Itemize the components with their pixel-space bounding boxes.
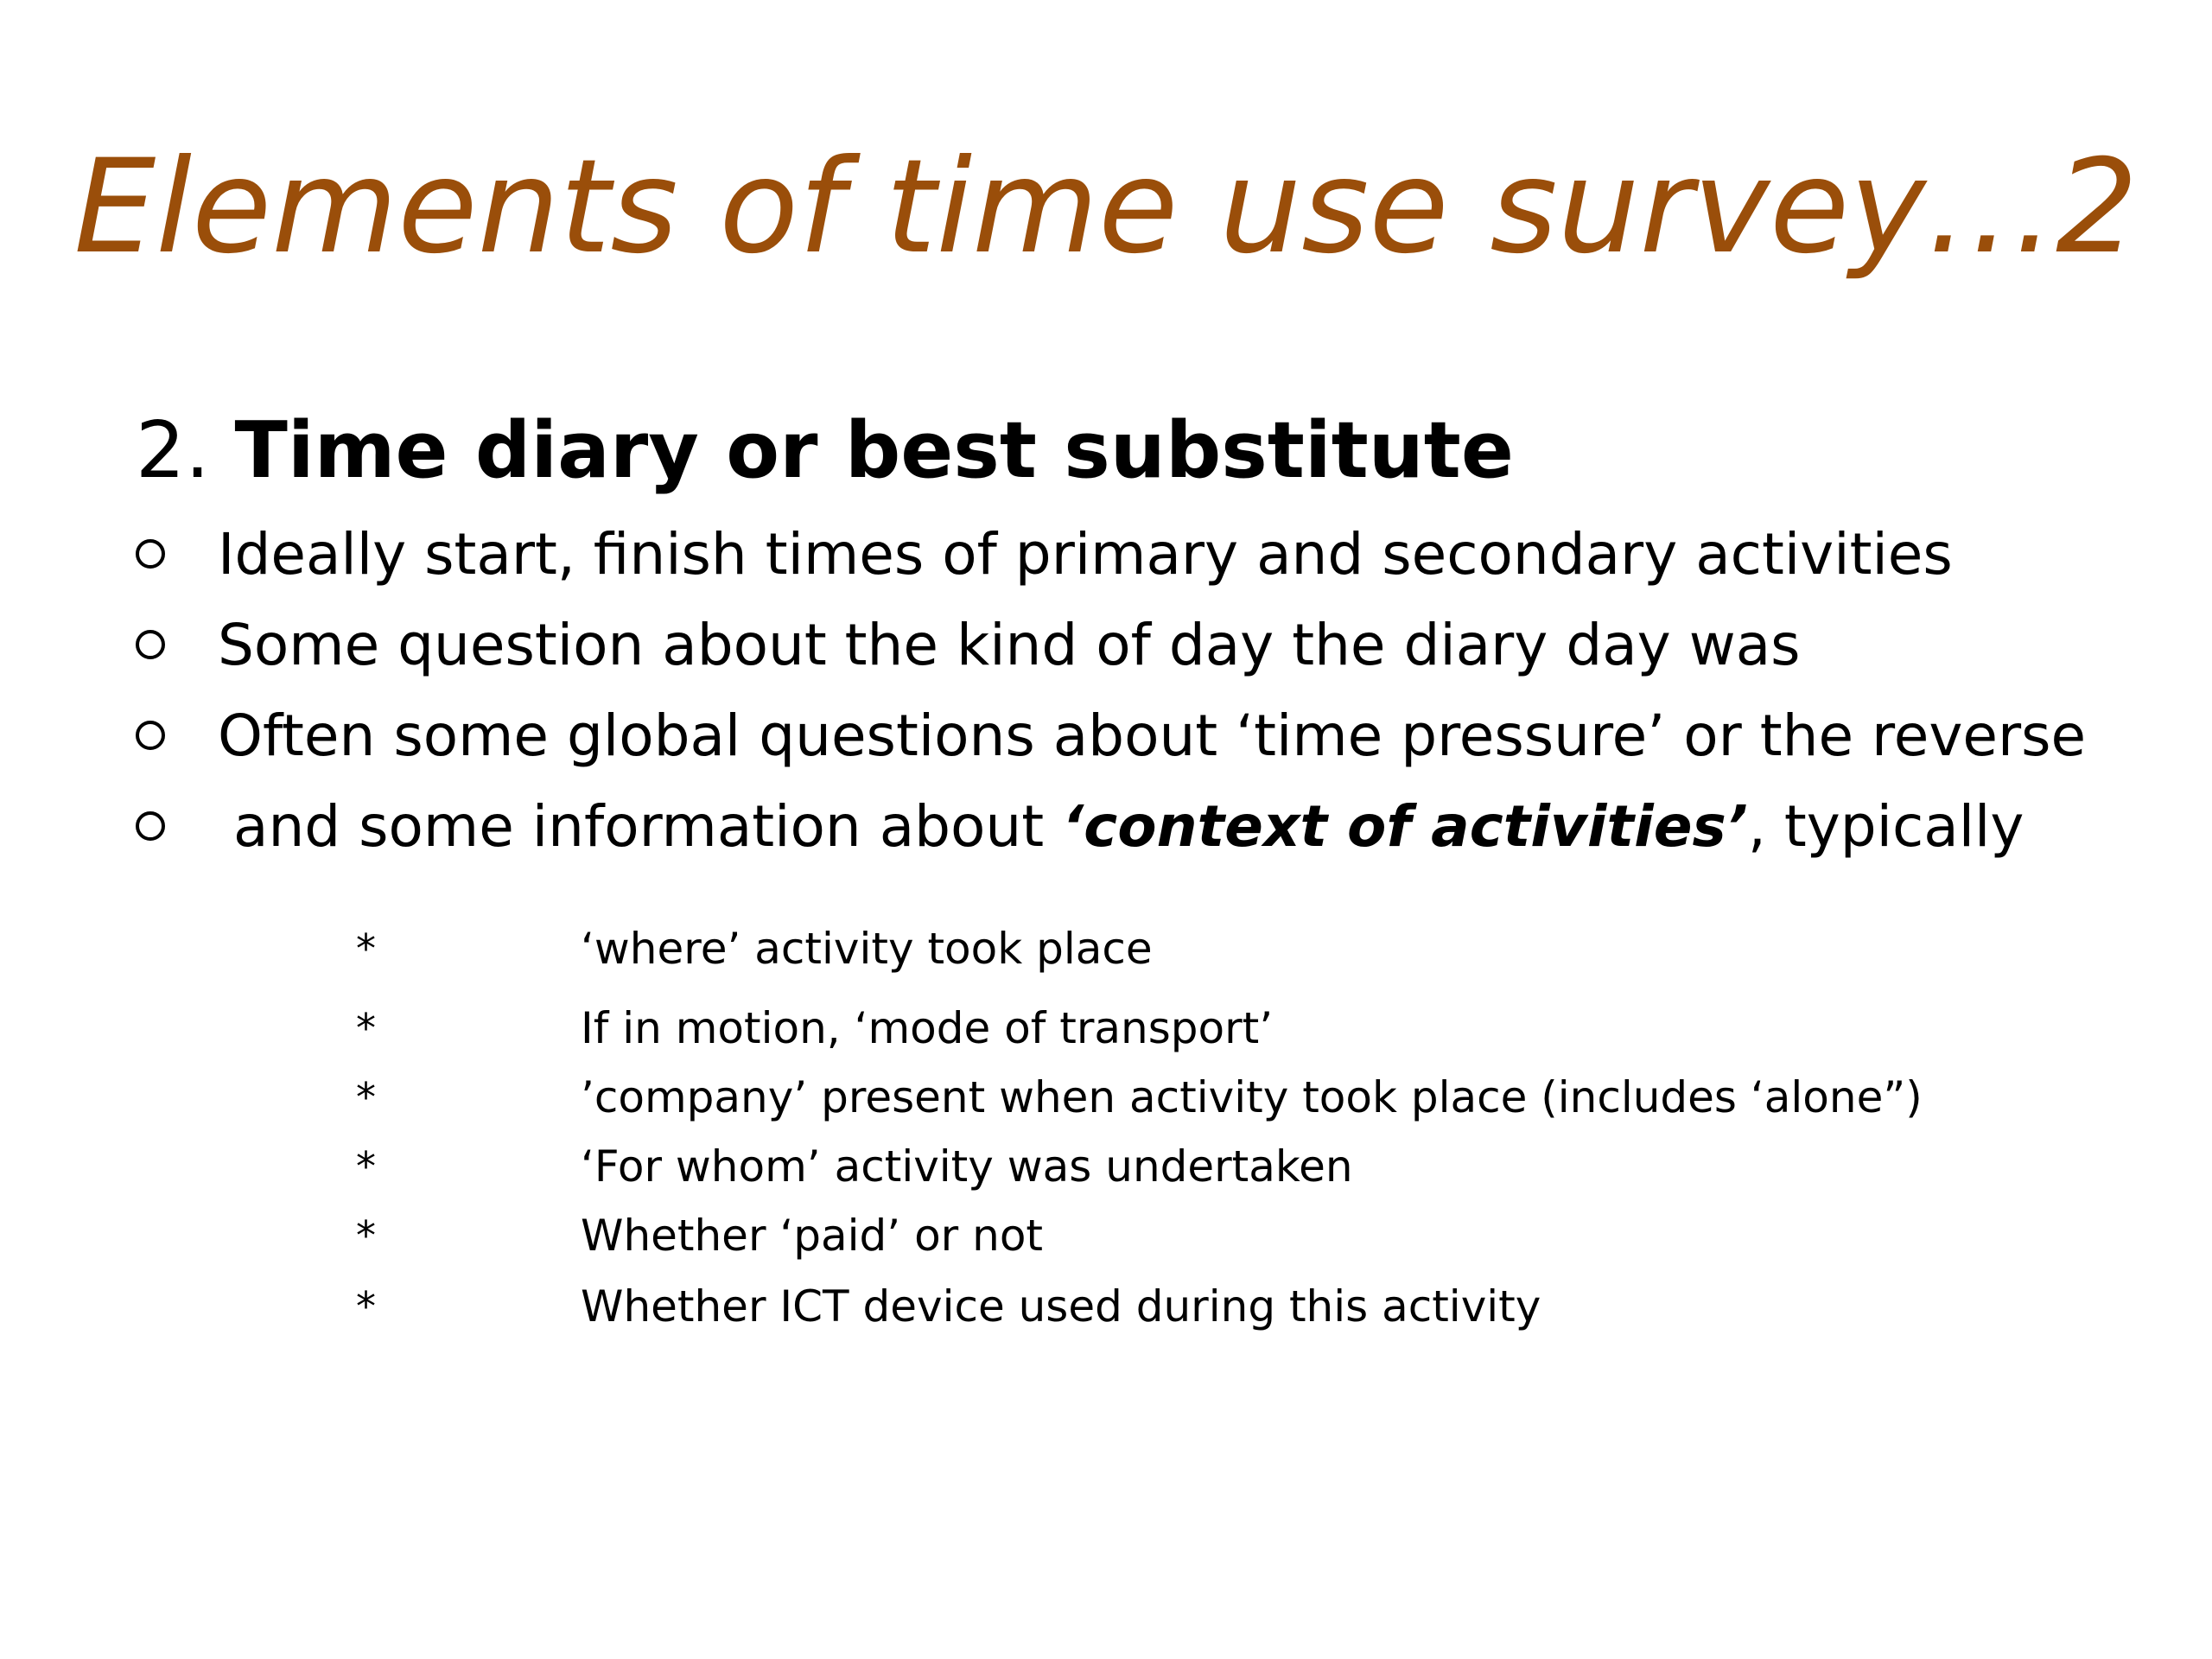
sub-item-text: ‘where’ activity took place (581, 924, 1153, 974)
bullet-text: Ideally start, finish times of primary and secondary activities (218, 521, 1953, 588)
bullet-text (233, 782, 2024, 872)
sub-item-text: ‘For whom’ activity was undertaken (581, 1141, 1353, 1192)
bullet-text-emphasis: ‘context of activities’ (1062, 793, 1748, 860)
bullet-item (0, 782, 2212, 872)
bullet-text-prefix: and some information about (233, 793, 1063, 860)
asterisk-bullet-icon: * (356, 1074, 376, 1121)
sub-item-text: Whether ICT device used during this activity (581, 1281, 1541, 1332)
sub-item-text: If in motion, ‘mode of transport’ (581, 1003, 1274, 1053)
hollow-circle-bullet-icon (136, 811, 165, 841)
bullet-item (0, 601, 2212, 690)
asterisk-bullet-icon: * (356, 925, 376, 972)
bullet-text-suffix: , typically (1747, 793, 2024, 860)
sub-item (0, 1132, 2212, 1201)
section-heading (136, 399, 1514, 503)
asterisk-bullet-icon: * (356, 1143, 376, 1190)
asterisk-bullet-icon: * (356, 1005, 376, 1052)
sub-item (0, 1063, 2212, 1132)
hollow-circle-bullet-icon (136, 630, 165, 659)
sub-item (0, 994, 2212, 1063)
sub-item-text: Whether ‘paid’ or not (581, 1211, 1044, 1261)
asterisk-bullet-icon: * (356, 1283, 376, 1330)
sub-item-text: ’company’ present when activity took place (includes ‘alone”) (581, 1072, 1923, 1122)
bullet-item (0, 510, 2212, 600)
bullet-text: Some question about the kind of day the diary day was (218, 612, 1801, 678)
section-number: 2. (136, 405, 210, 496)
sub-item (0, 1272, 2212, 1341)
hollow-circle-bullet-icon (136, 539, 165, 569)
slide-title: Elements of time use survey…2 (73, 132, 2139, 283)
bullet-text: Often some global questions about ‘time pressure’ or the reverse (218, 702, 2087, 769)
hollow-circle-bullet-icon (136, 721, 165, 750)
section-heading-text: Time diary or best substitute (234, 405, 1514, 496)
bullet-item (0, 691, 2212, 781)
sub-item (0, 1201, 2212, 1270)
sub-item (0, 914, 2212, 983)
asterisk-bullet-icon: * (356, 1212, 376, 1259)
